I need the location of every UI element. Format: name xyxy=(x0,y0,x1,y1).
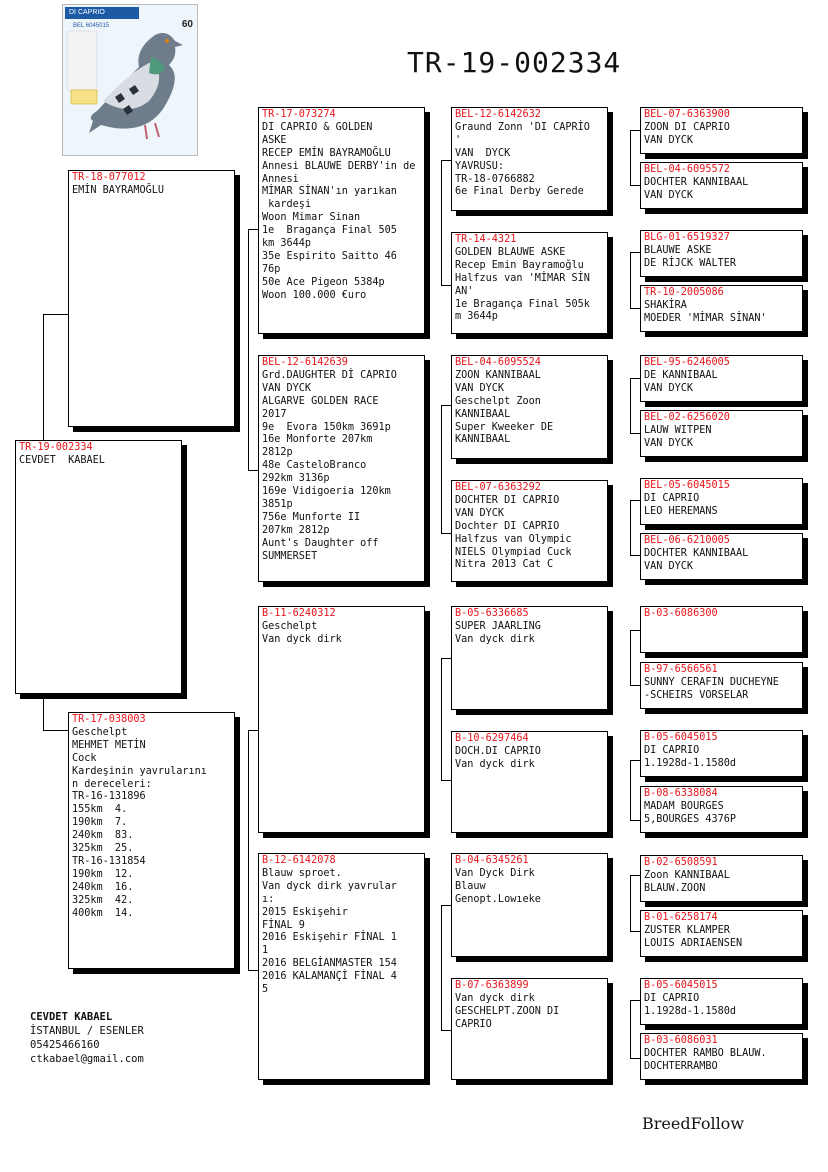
connector-dds-b xyxy=(630,931,640,932)
bird-details: GOLDEN BLAUWE ASKE Recep Emin Bayramoğlu Halfzus van 'MİMAR SİN AN' 1e Bragança Final 505k m 3644p xyxy=(455,246,590,323)
sdd-card[interactable] xyxy=(451,480,608,582)
connector-ddd-v xyxy=(630,1000,631,1058)
pigeon-icon xyxy=(63,5,197,155)
ddd-card[interactable] xyxy=(451,978,608,1080)
owner-info xyxy=(30,1010,144,1066)
bird-details: ZUSTER KLAMPER LOUIS ADRIAENSEN xyxy=(644,924,743,949)
bird-details: Geschelpt Van dyck dirk xyxy=(262,620,342,645)
great-grandparent-card[interactable] xyxy=(640,355,803,402)
bird-details: Zoon KANNIBAAL BLAUW.ZOON xyxy=(644,869,730,894)
connector-dds-t xyxy=(630,875,640,876)
ring-number: BEL-06-6210005 xyxy=(644,535,730,546)
dss-card[interactable] xyxy=(451,606,608,710)
ring-number: B-05-6336685 xyxy=(455,608,529,619)
bird-details: Van dyck dirk GESCHELPT.ZOON DI CAPRIO xyxy=(455,992,560,1030)
ring-number: B-05-6045015 xyxy=(644,732,718,743)
connector-dss-b xyxy=(630,685,640,686)
connector-dds-v xyxy=(630,875,631,931)
bird-details: DOCHTER KANNIBAAL VAN DYCK xyxy=(644,176,749,201)
ring-number: TR-10-2005086 xyxy=(644,287,724,298)
bird-details: DOCHTER DI CAPRIO VAN DYCK Dochter DI CAPRIO Halfzus van Olympic NIELS Olympiad Cuck Nitra 2013 Cat C xyxy=(455,494,572,571)
photo-number: 60 xyxy=(181,19,193,30)
connector-dsd-t xyxy=(630,760,640,761)
ring-number: BEL-04-6095572 xyxy=(644,164,730,175)
ring-number: B-12-6142078 xyxy=(262,855,336,866)
connector-dsd-v xyxy=(630,760,631,820)
connector-sds-v xyxy=(630,378,631,433)
ring-number: TR-18-077012 xyxy=(72,172,146,183)
great-grandparent-card[interactable] xyxy=(640,533,803,580)
connector-sss-t xyxy=(630,130,640,131)
ring-number: BLG-01-6519327 xyxy=(644,232,730,243)
bird-details: SHAKİRA MOEDER 'MİMAR SİNAN' xyxy=(644,299,767,324)
dam-dam-card[interactable] xyxy=(258,853,425,1080)
ring-number: BEL-12-6142639 xyxy=(262,357,348,368)
page-title: TR-19-002334 xyxy=(407,46,622,79)
bird-details: Grd.DAUGHTER Dİ CAPRIO VAN DYCK ALGARVE GOLDEN RACE 2017 9e Evora 150km 3691p 16e Monforte 207km 2812p 48e CasteloBranco 292km 3136p 169e Vidigoeria 120km 3851p 756e Munforte II 207km 2812p Aunt's Daughter off SUMMERSET xyxy=(262,369,397,562)
bird-details: DOCHTER KANNIBAAL VAN DYCK xyxy=(644,547,749,572)
bird-details: DI CAPRIO 1.1928d-1.1580d xyxy=(644,744,737,769)
great-grandparent-card[interactable] xyxy=(640,910,803,957)
connector-dsd-b xyxy=(630,820,640,821)
connector-gen1-bottom xyxy=(43,730,70,731)
bird-details: LAUW WITPEN VAN DYCK xyxy=(644,424,712,449)
bird-details: Van Dyck Dirk Blauw Genopt.Lowıeke xyxy=(455,867,541,905)
bird-details: DI CAPRIO 1.1928d-1.1580d xyxy=(644,992,737,1017)
bird-details: Blauw sproet. Van dyck dirk yavrular ı: 2015 Eskişehir FİNAL 9 2016 Eskişehir FİNAL 1 1 2016 BELGİANMASTER 154 2016 KALAMANÇİ FİNAL 4 5 xyxy=(262,867,397,996)
bird-details: ZOON DI CAPRIO VAN DYCK xyxy=(644,121,730,146)
ring-number: BEL-07-6363900 xyxy=(644,109,730,120)
great-grandparent-card[interactable] xyxy=(640,410,803,457)
connector-ssd-v xyxy=(630,252,631,308)
ring-number: TR-17-073274 xyxy=(262,109,336,120)
connector-ddd-t xyxy=(630,1000,640,1001)
ring-number: BEL-02-6256020 xyxy=(644,412,730,423)
bird-details: EMİN BAYRAMOĞLU xyxy=(72,184,165,196)
great-grandparent-card[interactable] xyxy=(640,786,803,833)
bird-details: ZOON KANNIBAAL VAN DYCK Geschelpt Zoon KANNIBAAL Super Kweeker DE KANNIBAAL xyxy=(455,369,554,446)
connector-sdd-v xyxy=(630,500,631,555)
connector-ssd-b xyxy=(630,308,640,309)
bird-details: MADAM BOURGES 5,BOURGES 4376P xyxy=(644,800,737,825)
connector-dss-t xyxy=(630,630,640,631)
great-grandparent-card[interactable] xyxy=(640,230,803,277)
dsd-card[interactable] xyxy=(451,731,608,833)
ring-number: B-03-6086031 xyxy=(644,1035,718,1046)
ring-number: BEL-07-6363292 xyxy=(455,482,541,493)
pigeon-photo xyxy=(62,4,198,156)
connector-ds-vertical xyxy=(441,658,442,780)
bird-details: DOCH.DI CAPRIO Van dyck dirk xyxy=(455,745,541,770)
owner-city: İSTANBUL / ESENLER xyxy=(30,1025,144,1037)
great-grandparent-card[interactable] xyxy=(640,855,803,902)
owner-phone: 05425466160 xyxy=(30,1039,100,1051)
great-grandparent-card[interactable] xyxy=(640,606,803,653)
sire-dam-card[interactable] xyxy=(258,355,425,582)
great-grandparent-card[interactable] xyxy=(640,478,803,525)
connector-sss-b xyxy=(630,185,640,186)
bird-details: DE KANNIBAAL VAN DYCK xyxy=(644,369,718,394)
great-grandparent-card[interactable] xyxy=(640,162,803,209)
connector-dss-v xyxy=(630,630,631,685)
ring-number: B-97-6566561 xyxy=(644,664,718,675)
ring-number: B-07-6363899 xyxy=(455,980,529,991)
ring-number: B-01-6258174 xyxy=(644,912,718,923)
dds-card[interactable] xyxy=(451,853,608,957)
owner-email[interactable]: ctkabael@gmail.com xyxy=(30,1053,144,1065)
sire-card[interactable] xyxy=(68,170,235,427)
dam-sire-card[interactable] xyxy=(258,606,425,833)
connector-sd-vertical xyxy=(441,405,442,533)
ring-number: B-05-6045015 xyxy=(644,980,718,991)
bird-details: DI CAPRIO LEO HEREMANS xyxy=(644,492,718,517)
brand-logo: BreedFollow xyxy=(642,1114,745,1133)
ring-number: BEL-95-6246005 xyxy=(644,357,730,368)
bird-details: SUPER JAARLING Van dyck dirk xyxy=(455,620,541,645)
bird-details: BLAUWE ASKE DE RİJCK WALTER xyxy=(644,244,737,269)
sds-card[interactable] xyxy=(451,355,608,459)
ring-number: B-02-6508591 xyxy=(644,857,718,868)
bird-details: SUNNY CERAFIN DUCHEYNE -SCHEIRS VORSELAR xyxy=(644,676,779,701)
great-grandparent-card[interactable] xyxy=(640,1033,803,1080)
photo-ring: BEL 6045015 xyxy=(73,23,110,29)
ring-number: B-10-6297464 xyxy=(455,733,529,744)
dam-card[interactable] xyxy=(68,712,235,969)
sss-card[interactable] xyxy=(451,107,608,211)
great-grandparent-card[interactable] xyxy=(640,107,803,154)
owner-name: CEVDET KABAEL xyxy=(30,1011,113,1023)
subject-card[interactable] xyxy=(15,440,182,694)
great-grandparent-card[interactable] xyxy=(640,730,803,777)
bird-details: CEVDET KABAEL xyxy=(19,454,105,466)
ring-number: TR-17-038003 xyxy=(72,714,146,725)
connector-ssd-t xyxy=(630,252,640,253)
connector-sss-v xyxy=(630,130,631,185)
bird-details: DI CAPRIO & GOLDEN ASKE RECEP EMİN BAYRAMOĞLU Annesi BLAUWE DERBY'in de Annesi MİMAR SİNAN'ın yarıkan kardeşi Woon Mimar Sinan 1e Bragança Final 505 km 3644p 35e Espirito Saitto 46 76p 50e Ace Pigeon 5384p Woon 100.000 €uro xyxy=(262,121,416,301)
connector-sire-vertical xyxy=(248,229,249,470)
ring-number: TR-14-4321 xyxy=(455,234,517,245)
connector-sdd-t xyxy=(630,500,640,501)
connector-sds-t xyxy=(630,378,640,379)
ring-number: BEL-04-6095524 xyxy=(455,357,541,368)
connector-ss-vertical xyxy=(441,160,442,285)
ring-number: B-04-6345261 xyxy=(455,855,529,866)
bird-details: DOCHTER RAMBO BLAUW. DOCHTERRAMBO xyxy=(644,1047,767,1072)
ring-number: B-03-6086300 xyxy=(644,608,718,619)
connector-gen1-top xyxy=(43,314,70,315)
ring-number: BEL-12-6142632 xyxy=(455,109,541,120)
connector-dd-vertical xyxy=(441,905,442,1030)
ring-number: B-11-6240312 xyxy=(262,608,336,619)
bird-details: Graund Zonn 'DI CAPRİO ' VAN DYCK YAVRUSU: TR-18-0766882 6e Final Derby Gerede xyxy=(455,121,590,198)
ring-number: TR-19-002334 xyxy=(19,442,93,453)
great-grandparent-card[interactable] xyxy=(640,662,803,709)
connector-dam-vertical xyxy=(248,730,249,970)
connector-sdd-b xyxy=(630,555,640,556)
connector-sds-b xyxy=(630,433,640,434)
ssd-card[interactable] xyxy=(451,232,608,334)
ring-number: B-08-6338084 xyxy=(644,788,718,799)
ring-number: BEL-05-6045015 xyxy=(644,480,730,491)
great-grandparent-card[interactable] xyxy=(640,978,803,1025)
connector-ddd-b xyxy=(630,1058,640,1059)
sire-sire-card[interactable] xyxy=(258,107,425,334)
photo-header: DI CAPRIO xyxy=(65,7,139,19)
great-grandparent-card[interactable] xyxy=(640,285,803,332)
bird-details: Geschelpt MEHMET METİN Cock Kardeşinin yavrularını n dereceleri: TR-16-131896 155km 4. 190km 7. 240km 83. 325km 25. TR-16-131854 190km 12. 240km 16. 325km 42. 400km 14. xyxy=(72,726,207,919)
